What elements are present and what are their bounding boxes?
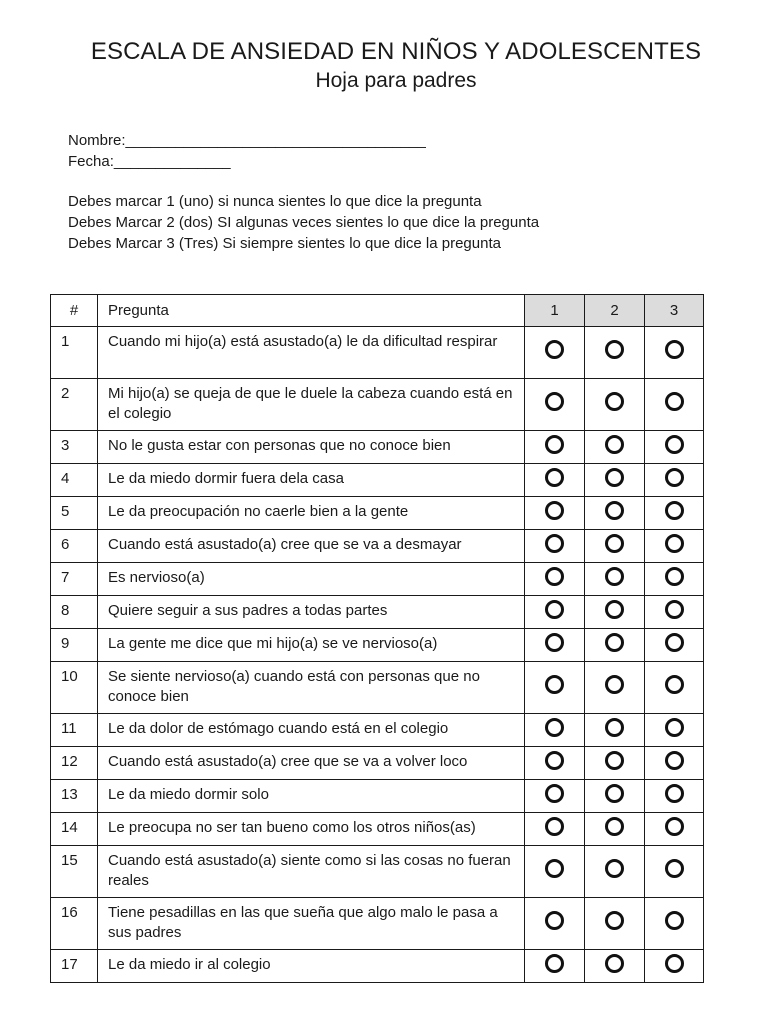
radio-option-1[interactable] — [545, 534, 564, 553]
option-cell-2 — [585, 714, 645, 747]
option-cell-1 — [525, 530, 585, 563]
option-cell-1 — [525, 431, 585, 464]
radio-option-3[interactable] — [665, 718, 684, 737]
option-cell-3 — [645, 379, 704, 431]
column-header-number: # — [51, 295, 98, 327]
table-row — [51, 898, 704, 950]
question-number: 9 — [51, 629, 98, 662]
date-field[interactable]: Fecha:______________ — [68, 153, 231, 170]
radio-option-2[interactable] — [605, 534, 624, 553]
question-number: 6 — [51, 530, 98, 563]
radio-option-2[interactable] — [605, 675, 624, 694]
table-row — [51, 379, 704, 431]
question-text: Le preocupa no ser tan bueno como los otros niños(as) — [98, 813, 525, 846]
radio-option-1[interactable] — [545, 567, 564, 586]
radio-option-2[interactable] — [605, 600, 624, 619]
question-text: Cuando está asustado(a) siente como si las cosas no fueran reales — [98, 846, 525, 898]
option-cell-3 — [645, 563, 704, 596]
option-cell-3 — [645, 714, 704, 747]
question-number: 4 — [51, 464, 98, 497]
question-text: Le da miedo dormir fuera dela casa — [98, 464, 525, 497]
radio-option-2[interactable] — [605, 435, 624, 454]
question-text: La gente me dice que mi hijo(a) se ve nervioso(a) — [98, 629, 525, 662]
question-number: 5 — [51, 497, 98, 530]
radio-option-2[interactable] — [605, 633, 624, 652]
radio-option-1[interactable] — [545, 633, 564, 652]
column-header-option-1: 1 — [525, 295, 585, 327]
table-row — [51, 497, 704, 530]
table-row — [51, 464, 704, 497]
option-cell-1 — [525, 596, 585, 629]
radio-option-2[interactable] — [605, 954, 624, 973]
radio-option-3[interactable] — [665, 340, 684, 359]
option-cell-2 — [585, 629, 645, 662]
page-header — [0, 37, 768, 95]
question-number: 3 — [51, 431, 98, 464]
column-header-option-2: 2 — [585, 295, 645, 327]
radio-option-2[interactable] — [605, 718, 624, 737]
radio-option-2[interactable] — [605, 567, 624, 586]
radio-option-3[interactable] — [665, 501, 684, 520]
option-cell-3 — [645, 497, 704, 530]
radio-option-1[interactable] — [545, 911, 564, 930]
option-cell-1 — [525, 813, 585, 846]
question-number: 14 — [51, 813, 98, 846]
option-cell-2 — [585, 950, 645, 983]
instructions — [68, 191, 539, 254]
option-cell-2 — [585, 662, 645, 714]
question-number: 1 — [51, 327, 98, 379]
table-row — [51, 950, 704, 983]
question-number: 11 — [51, 714, 98, 747]
radio-option-1[interactable] — [545, 859, 564, 878]
option-cell-2 — [585, 431, 645, 464]
questions-table — [50, 294, 704, 983]
radio-option-3[interactable] — [665, 534, 684, 553]
question-text: No le gusta estar con personas que no conoce bien — [98, 431, 525, 464]
option-cell-2 — [585, 563, 645, 596]
table-row — [51, 327, 704, 379]
option-cell-3 — [645, 747, 704, 780]
option-cell-2 — [585, 747, 645, 780]
radio-option-1[interactable] — [545, 435, 564, 454]
option-cell-1 — [525, 950, 585, 983]
option-cell-2 — [585, 846, 645, 898]
option-cell-3 — [645, 950, 704, 983]
option-cell-2 — [585, 898, 645, 950]
radio-option-1[interactable] — [545, 675, 564, 694]
table-row — [51, 714, 704, 747]
option-cell-2 — [585, 327, 645, 379]
option-cell-1 — [525, 464, 585, 497]
radio-option-2[interactable] — [605, 817, 624, 836]
option-cell-2 — [585, 596, 645, 629]
question-number: 15 — [51, 846, 98, 898]
question-number: 17 — [51, 950, 98, 983]
radio-option-1[interactable] — [545, 600, 564, 619]
question-number: 2 — [51, 379, 98, 431]
option-cell-1 — [525, 497, 585, 530]
radio-option-3[interactable] — [665, 675, 684, 694]
question-text: Cuando está asustado(a) cree que se va a volver loco — [98, 747, 525, 780]
option-cell-3 — [645, 898, 704, 950]
table-row — [51, 747, 704, 780]
question-text: Se siente nervioso(a) cuando está con personas que no conoce bien — [98, 662, 525, 714]
question-text: Es nervioso(a) — [98, 563, 525, 596]
option-cell-1 — [525, 714, 585, 747]
option-cell-1 — [525, 327, 585, 379]
question-number: 10 — [51, 662, 98, 714]
option-cell-3 — [645, 780, 704, 813]
option-cell-3 — [645, 530, 704, 563]
table-row — [51, 846, 704, 898]
instruction-1: Debes marcar 1 (uno) si nunca sientes lo que dice la pregunta — [68, 193, 482, 210]
question-number: 13 — [51, 780, 98, 813]
question-text: Le da preocupación no caerle bien a la gente — [98, 497, 525, 530]
radio-option-2[interactable] — [605, 392, 624, 411]
radio-option-3[interactable] — [665, 784, 684, 803]
option-cell-3 — [645, 662, 704, 714]
question-number: 16 — [51, 898, 98, 950]
radio-option-2[interactable] — [605, 501, 624, 520]
table-row — [51, 596, 704, 629]
table-row — [51, 431, 704, 464]
column-header-option-3: 3 — [645, 295, 704, 327]
radio-option-1[interactable] — [545, 392, 564, 411]
radio-option-3[interactable] — [665, 392, 684, 411]
option-cell-1 — [525, 629, 585, 662]
radio-option-1[interactable] — [545, 751, 564, 770]
option-cell-2 — [585, 379, 645, 431]
form-fields — [68, 130, 426, 172]
option-cell-1 — [525, 780, 585, 813]
radio-option-1[interactable] — [545, 817, 564, 836]
option-cell-2 — [585, 780, 645, 813]
radio-option-2[interactable] — [605, 784, 624, 803]
table-row — [51, 563, 704, 596]
option-cell-3 — [645, 596, 704, 629]
option-cell-2 — [585, 813, 645, 846]
question-text: Le da miedo ir al colegio — [98, 950, 525, 983]
instruction-2: Debes Marcar 2 (dos) SI algunas veces sientes lo que dice la pregunta — [68, 214, 540, 231]
radio-option-3[interactable] — [665, 435, 684, 454]
table-row — [51, 780, 704, 813]
radio-option-1[interactable] — [545, 468, 564, 487]
option-cell-1 — [525, 898, 585, 950]
option-cell-3 — [645, 629, 704, 662]
radio-option-1[interactable] — [545, 501, 564, 520]
radio-option-1[interactable] — [545, 954, 564, 973]
option-cell-1 — [525, 747, 585, 780]
radio-option-2[interactable] — [605, 751, 624, 770]
radio-option-1[interactable] — [545, 718, 564, 737]
radio-option-3[interactable] — [665, 633, 684, 652]
radio-option-2[interactable] — [605, 859, 624, 878]
option-cell-3 — [645, 846, 704, 898]
radio-option-3[interactable] — [665, 600, 684, 619]
option-cell-3 — [645, 327, 704, 379]
instruction-3: Debes Marcar 3 (Tres) Si siempre sientes lo que dice la pregunta — [68, 235, 501, 252]
question-text: Mi hijo(a) se queja de que le duele la cabeza cuando está en el colegio — [98, 379, 525, 431]
option-cell-2 — [585, 497, 645, 530]
option-cell-2 — [585, 464, 645, 497]
option-cell-1 — [525, 563, 585, 596]
table-header-row — [51, 295, 704, 327]
radio-option-1[interactable] — [545, 340, 564, 359]
table-row — [51, 813, 704, 846]
question-number: 7 — [51, 563, 98, 596]
table-row — [51, 662, 704, 714]
table-row — [51, 530, 704, 563]
option-cell-3 — [645, 813, 704, 846]
option-cell-1 — [525, 379, 585, 431]
option-cell-3 — [645, 464, 704, 497]
option-cell-1 — [525, 662, 585, 714]
column-header-question: Pregunta — [98, 295, 525, 327]
radio-option-3[interactable] — [665, 751, 684, 770]
radio-option-3[interactable] — [665, 954, 684, 973]
question-text: Le da miedo dormir solo — [98, 780, 525, 813]
radio-option-2[interactable] — [605, 340, 624, 359]
radio-option-1[interactable] — [545, 784, 564, 803]
page-subtitle: Hoja para padres — [315, 69, 477, 92]
question-number: 12 — [51, 747, 98, 780]
radio-option-2[interactable] — [605, 911, 624, 930]
radio-option-3[interactable] — [665, 468, 684, 487]
page-title: ESCALA DE ANSIEDAD EN NIÑOS Y ADOLESCENTES — [90, 38, 702, 65]
option-cell-1 — [525, 846, 585, 898]
question-text: Quiere seguir a sus padres a todas partes — [98, 596, 525, 629]
radio-option-3[interactable] — [665, 911, 684, 930]
name-field[interactable]: Nombre:____________________________________ — [68, 132, 426, 149]
radio-option-3[interactable] — [665, 859, 684, 878]
option-cell-2 — [585, 530, 645, 563]
questions-body — [51, 327, 704, 983]
table-row — [51, 629, 704, 662]
radio-option-3[interactable] — [665, 817, 684, 836]
question-text: Le da dolor de estómago cuando está en el colegio — [98, 714, 525, 747]
question-text: Tiene pesadillas en las que sueña que algo malo le pasa a sus padres — [98, 898, 525, 950]
radio-option-2[interactable] — [605, 468, 624, 487]
radio-option-3[interactable] — [665, 567, 684, 586]
question-number: 8 — [51, 596, 98, 629]
question-text: Cuando mi hijo(a) está asustado(a) le da dificultad respirar — [98, 327, 525, 379]
question-text: Cuando está asustado(a) cree que se va a desmayar — [98, 530, 525, 563]
option-cell-3 — [645, 431, 704, 464]
